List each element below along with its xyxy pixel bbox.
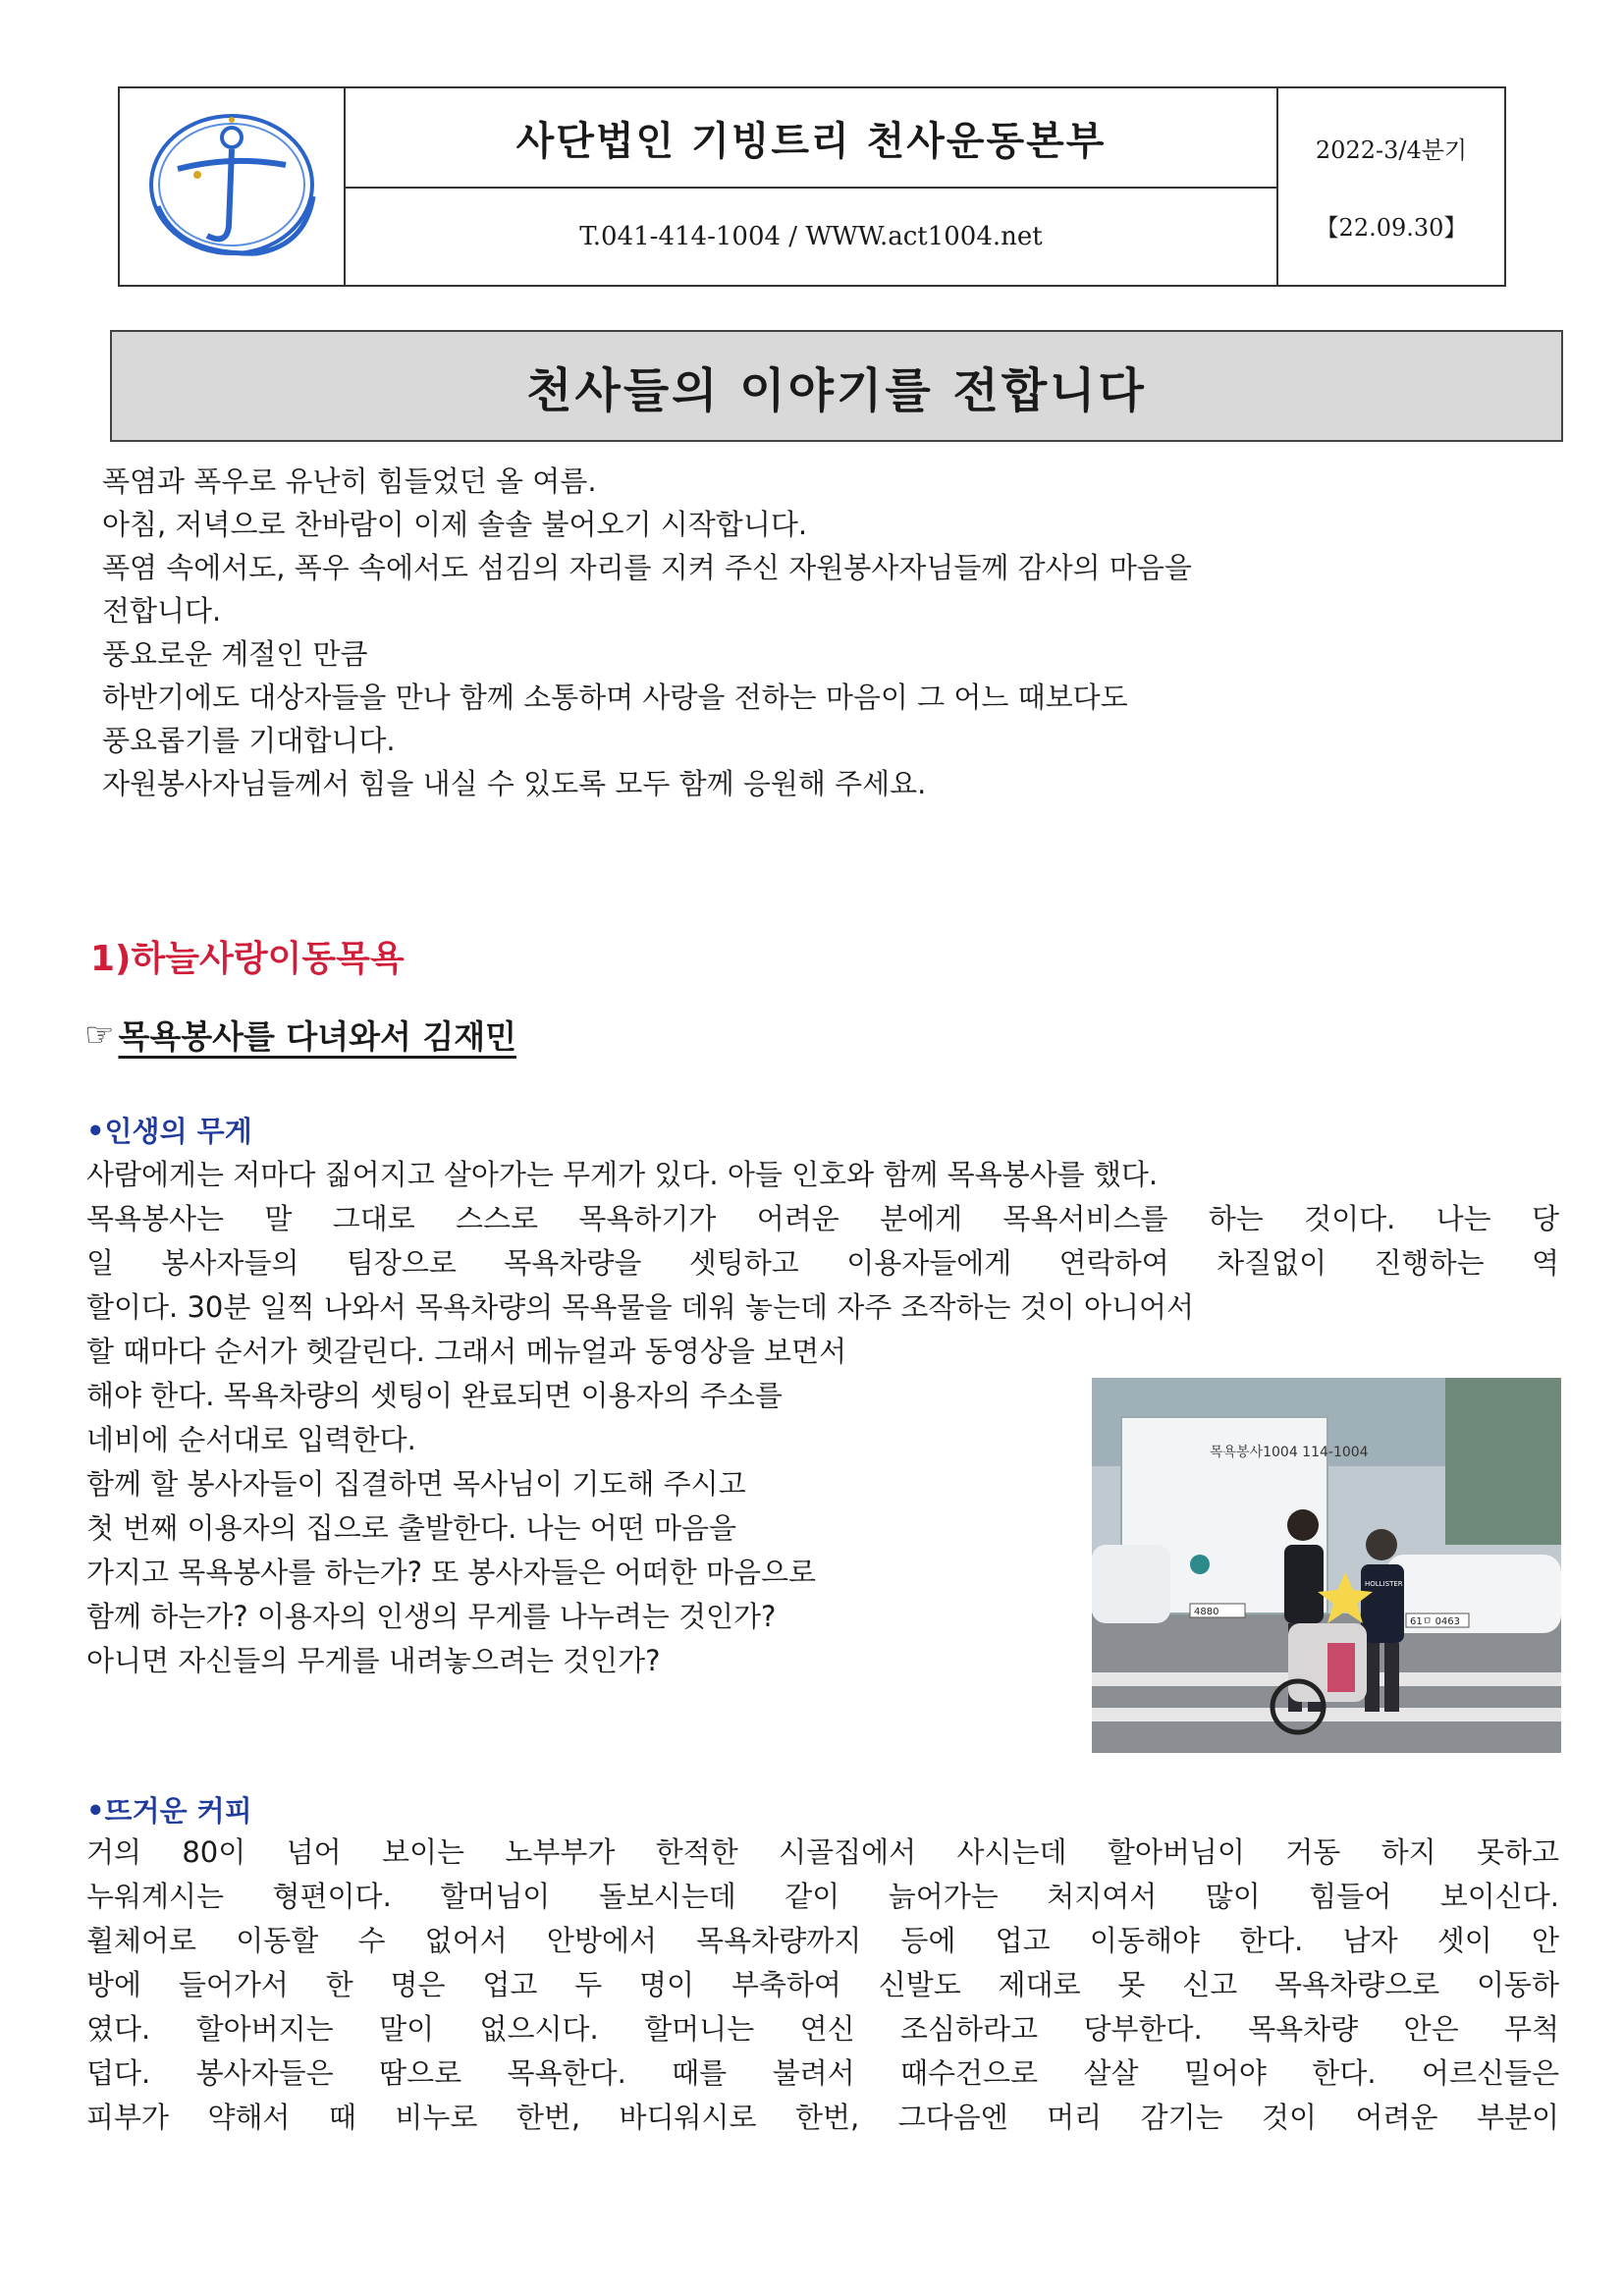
section-title: 1)하늘사랑이동목욕	[90, 939, 405, 979]
intro-line: 자원봉사자님들께서 힘을 내실 수 있도록 모두 함께 응원해 주세요.	[102, 767, 927, 800]
org-name: 사단법인 기빙트리 천사운동본부	[346, 88, 1276, 189]
intro-line: 풍요롭기를 기대합니다.	[102, 724, 396, 757]
text-line: 아니면 자신들의 무게를 내려놓으려는 것인가?	[86, 1644, 661, 1677]
text-line: 누워계시는 형편이다. 할머님이 돌보시는데 같이 늙어가는 처지여서 많이 힘들어 보이신다.	[86, 1880, 1559, 1913]
article-title	[84, 1011, 516, 1058]
article-title-text: 목욕봉사를 다녀와서 김재민	[118, 1017, 516, 1056]
text-line: 할이다. 30분 일찍 나와서 목욕차량의 목욕물을 데워 놓는데 자주 조작하는 것이 아니어서	[86, 1290, 1195, 1324]
text-line: 일 봉사자들의 팀장으로 목욕차량을 셋팅하고 이용자들에게 연락하여 차질없이 진행하는 역	[86, 1246, 1559, 1280]
text-line: 휠체어로 이동할 수 없어서 안방에서 목욕차량까지 등에 업고 이동해야 한다. 남자 셋이 안	[86, 1924, 1559, 1957]
plate-right: 61ㅁ 0463	[1410, 1616, 1461, 1627]
intro-line: 풍요로운 계절인 만큼	[102, 637, 368, 671]
text-line: 사람에게는 저마다 짊어지고 살아가는 무게가 있다. 아들 인호와 함께 목욕봉사를 했다.	[86, 1158, 1159, 1191]
part1-narrow-text	[86, 1330, 1078, 1683]
logo-cell	[120, 88, 346, 285]
page-title-banner: 천사들의 이야기를 전합니다	[110, 330, 1563, 442]
text-line: 할 때마다 순서가 헷갈린다. 그래서 메뉴얼과 동영상을 보면서	[86, 1335, 847, 1368]
text-line: 가지고 목욕봉사를 하는가? 또 봉사자들은 어떠한 마음으로	[86, 1556, 817, 1589]
contact-info: T.041-414-1004 / WWW.act1004.net	[579, 222, 1043, 251]
date-cell	[1278, 88, 1504, 285]
quarter-label: 2022-3/4분기	[1315, 137, 1468, 164]
text-line: 네비에 순서대로 입력한다.	[86, 1423, 416, 1456]
text-line: 였다. 할아버지는 말이 없으시다. 할머니는 연신 조심하라고 당부한다. 목욕차량 안은 무척	[86, 2012, 1559, 2046]
shirt-label: HOLLISTER	[1365, 1580, 1403, 1588]
part2-text	[86, 1831, 1559, 2140]
text-line: 피부가 약해서 때 비누로 한번, 바디워시로 한번, 그다음엔 머리 감기는 것이 어려운 부분이	[86, 2101, 1559, 2134]
text-line: 함께 할 봉사자들이 집결하면 목사님이 기도해 주시고	[86, 1467, 746, 1501]
angel-logo-icon	[138, 98, 325, 275]
part1-full-text	[86, 1153, 1559, 1330]
title-cell	[346, 88, 1278, 285]
intro-text	[102, 460, 1555, 805]
intro-line: 폭염과 폭우로 유난히 힘들었던 올 여름.	[102, 465, 597, 498]
intro-line: 전합니다.	[102, 594, 222, 628]
text-line: 방에 들어가서 한 명은 업고 두 명이 부축하여 신발도 제대로 못 신고 목욕차량으로 이동하	[86, 1968, 1559, 2001]
intro-line: 아침, 저녁으로 찬바람이 이제 솔솔 불어오기 시작합니다.	[102, 508, 808, 541]
heading-hot-coffee: •뜨거운 커피	[86, 1794, 252, 1828]
text-line: 함께 하는가? 이용자의 인생의 무게를 나누려는 것인가?	[86, 1600, 777, 1633]
intro-line: 폭염 속에서도, 폭우 속에서도 섬김의 자리를 지켜 주신 자원봉사자님들께 감사의 마음을	[102, 551, 1192, 584]
text-line: 거의 80이 넘어 보이는 노부부가 한적한 시골집에서 사시는데 할아버님이 거동 하지 못하고	[86, 1835, 1559, 1869]
pointing-hand-icon: ☞	[84, 1014, 115, 1055]
intro-line: 하반기에도 대상자들을 만나 함께 소통하며 사랑을 전하는 마음이 그 어느 때보다도	[102, 681, 1128, 714]
letterhead	[118, 86, 1506, 287]
text-line: 해야 한다. 목욕차량의 셋팅이 완료되면 이용자의 주소를	[86, 1379, 783, 1412]
text-line: 첫 번째 이용자의 집으로 출발한다. 나는 어떤 마음을	[86, 1511, 737, 1545]
text-line: 목욕봉사는 말 그대로 스스로 목욕하기가 어려운 분에게 목욕서비스를 하는 것이다. 나는 당	[86, 1202, 1559, 1235]
plate-left: 4880	[1194, 1607, 1219, 1617]
issue-date: 【22.09.30】	[1315, 214, 1468, 242]
text-line: 덥다. 봉사자들은 땀으로 목욕한다. 때를 불려서 때수건으로 살살 밀어야 한다. 어르신들은	[86, 2056, 1559, 2090]
truck-label: 목욕봉사1004 114-1004	[1210, 1445, 1369, 1460]
heading-life-weight: •인생의 무게	[86, 1115, 252, 1148]
volunteer-photo	[1092, 1378, 1561, 1753]
